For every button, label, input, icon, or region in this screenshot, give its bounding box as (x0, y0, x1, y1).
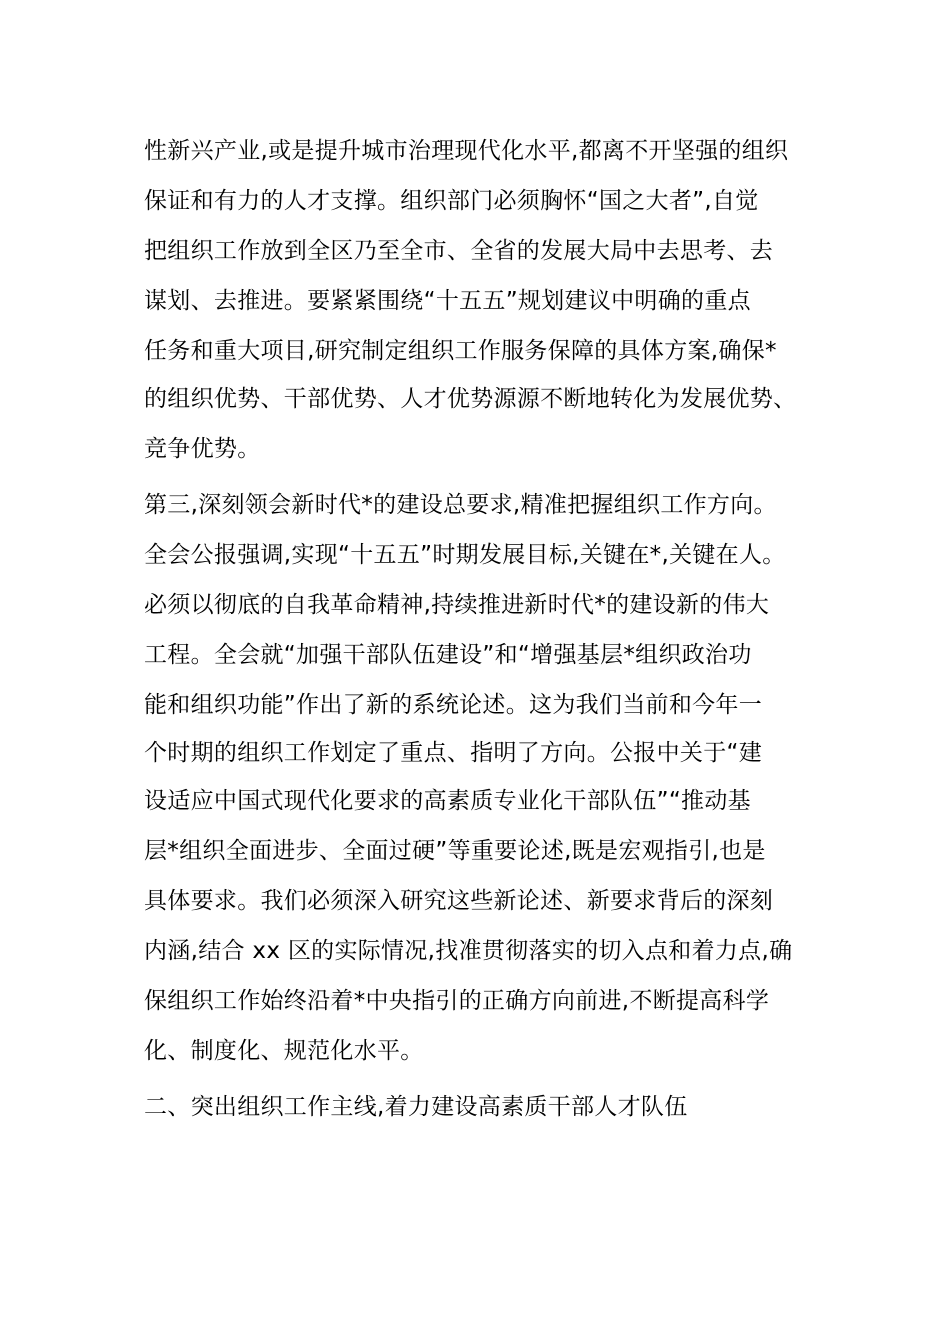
text-line: 保证和有力的人才支撑。组织部门必须胸怀“国之大者”,自觉 (144, 188, 759, 214)
section-heading: 二、突出组织工作主线,着力建设高素质干部人才队伍 (144, 1094, 688, 1120)
text-line: 个时期的组织工作划定了重点、指明了方向。公报中关于“建 (144, 740, 763, 766)
text-line: 谋划、去推进。要紧紧围绕“十五五”规划建议中明确的重点 (144, 288, 751, 314)
text-line: 任务和重大项目,研究制定组织工作服务保障的具体方案,确保* (144, 338, 777, 364)
text-line: 全会公报强调,实现“十五五”时期发展目标,关键在*,关键在人。 (144, 542, 786, 568)
text-line: 必须以彻底的自我革命精神,持续推进新时代*的建设新的伟大 (144, 592, 770, 618)
text-line: 化、制度化、规范化水平。 (144, 1038, 424, 1064)
text-line: 能和组织功能”作出了新的系统论述。这为我们当前和今年一 (144, 692, 763, 718)
text-line: 性新兴产业,或是提升城市治理现代化水平,都离不开坚强的组织 (144, 138, 789, 164)
text-line: 保组织工作始终沿着*中央指引的正确方向前进,不断提高科学 (144, 988, 770, 1014)
text-line: 设适应中国式现代化要求的高素质专业化干部队伍”“推动基 (144, 788, 751, 814)
text-line: 竞争优势。 (144, 436, 261, 462)
text-line: 的组织优势、干部优势、人才优势源源不断地转化为发展优势、 (144, 386, 797, 412)
text-line: 层*组织全面进步、全面过硬”等重要论述,既是宏观指引,也是 (144, 838, 766, 864)
text-line: 内涵,结合 xx 区的实际情况,找准贯彻落实的切入点和着力点,确 (144, 938, 793, 964)
text-line: 工程。全会就“加强干部队伍建设”和“增强基层*组织政治功 (144, 642, 752, 668)
text-line: 把组织工作放到全区乃至全市、全省的发展大局中去思考、去 (144, 238, 774, 264)
text-line: 第三,深刻领会新时代*的建设总要求,精准把握组织工作方向。 (144, 492, 777, 518)
text-line: 具体要求。我们必须深入研究这些新论述、新要求背后的深刻 (144, 888, 774, 914)
